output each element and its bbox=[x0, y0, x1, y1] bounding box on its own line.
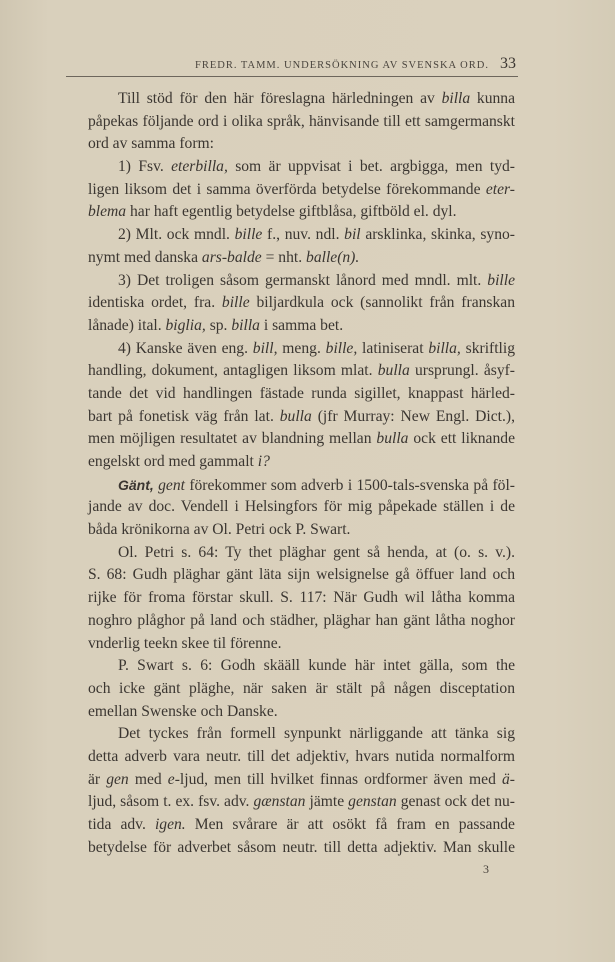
text-run: med bbox=[128, 770, 168, 788]
text-run: detta adverb vara neutr. till det adjektiv, hvars nutida normalform bbox=[88, 747, 515, 765]
text-run: 2) Mlt. ock mndl. bbox=[118, 226, 235, 244]
emphasized-word: gent bbox=[158, 476, 185, 494]
text-line bbox=[88, 247, 515, 270]
emphasized-word: bulla bbox=[279, 407, 312, 425]
text-line bbox=[88, 633, 515, 656]
signature-mark: 3 bbox=[483, 862, 489, 876]
text-run: engelskt ord med gammalt bbox=[88, 453, 258, 470]
text-run: tida adv. bbox=[88, 816, 155, 833]
text-run: båda krönikorna av Ol. Petri ock P. Swart. bbox=[88, 521, 351, 539]
text-run: skriftlig bbox=[460, 339, 516, 357]
running-header bbox=[66, 55, 518, 77]
emphasized-word: bille bbox=[234, 226, 263, 244]
emphasized-word: gænstan bbox=[253, 793, 306, 811]
running-title: FREDR. TAMM. UNDERSÖKNING AV SVENSKA ORD. bbox=[195, 60, 489, 71]
text-run: 4) Kanske även eng. bbox=[118, 339, 253, 357]
text-line bbox=[88, 156, 515, 179]
text-line bbox=[88, 179, 515, 202]
text-line bbox=[88, 270, 515, 293]
emphasized-word: billa, bbox=[428, 339, 461, 357]
text-run: (jfr Murray: New Engl. Dict.), bbox=[311, 407, 515, 425]
emphasized-word: biglia, bbox=[165, 316, 206, 334]
text-run: = nht. bbox=[261, 248, 307, 266]
text-line bbox=[88, 678, 515, 701]
text-line bbox=[88, 428, 515, 451]
text-line bbox=[88, 201, 515, 224]
emphasized-word: igen. bbox=[154, 816, 186, 833]
emphasized-word: blema bbox=[88, 203, 127, 221]
text-line bbox=[88, 769, 515, 792]
text-line bbox=[88, 360, 515, 383]
text-line bbox=[88, 837, 515, 860]
emphasized-word: bille, bbox=[325, 339, 358, 357]
text-run: kunna bbox=[470, 90, 516, 107]
emphasized-word: i? bbox=[257, 453, 270, 470]
text-line bbox=[88, 338, 515, 361]
text-run: handling, dokument, antagligen liksom mlat. bbox=[88, 362, 378, 380]
text-run: ligen liksom det i samma överförda betydelse förekommande bbox=[88, 180, 486, 198]
text-line bbox=[88, 542, 515, 565]
emphasized-word: eterbilla, bbox=[171, 158, 228, 176]
text-line bbox=[88, 292, 515, 315]
text-line bbox=[88, 610, 515, 633]
text-run: 3) Det troligen såsom germanskt lånord med mndl. mlt. bbox=[118, 271, 488, 289]
emphasized-word: bille bbox=[221, 294, 250, 312]
emphasized-word: e bbox=[167, 770, 175, 788]
text-run: f., nuv. ndl. bbox=[262, 226, 345, 244]
body-text bbox=[88, 88, 515, 859]
text-run: genast ock det nu- bbox=[396, 793, 515, 811]
text-run: ljud, såsom t. ex. fsv. adv. bbox=[88, 793, 254, 811]
text-run: bart på fonetisk väg från lat. bbox=[88, 407, 280, 425]
text-line bbox=[88, 496, 515, 519]
emphasized-word: bulla bbox=[377, 362, 410, 380]
text-run: sp. bbox=[205, 316, 232, 334]
emphasized-word: ars-balde bbox=[201, 248, 262, 266]
text-run: betydelse för adverbet såsom neutr. till detta adjektiv. Man skulle bbox=[88, 838, 515, 856]
text-line bbox=[88, 383, 515, 406]
text-run: 1) Fsv. bbox=[118, 158, 172, 176]
text-line bbox=[88, 451, 515, 474]
emphasized-word: eter- bbox=[485, 180, 515, 198]
text-line bbox=[88, 814, 515, 837]
text-run: är bbox=[88, 770, 107, 788]
text-run: påpekas följande ord i olika språk, hänvisande till ett samgermanskt bbox=[88, 112, 515, 130]
text-line bbox=[88, 474, 515, 497]
text-run: ursprungl. åsyf- bbox=[409, 362, 516, 380]
text-run: arsklinka, skinka, syno- bbox=[360, 226, 516, 244]
text-run: tande det vid handlingen fästade runda sigillet, knappast härled- bbox=[88, 384, 515, 402]
text-run: emellan Swenske och Danske. bbox=[88, 702, 278, 720]
text-run: men möjligen resultatet av blandning mellan bbox=[88, 430, 377, 448]
text-run: Ol. Petri s. 64: Ty thet pläghar gent så henda, at (o. s. v.). bbox=[118, 543, 515, 561]
text-line bbox=[88, 655, 515, 678]
emphasized-word: bille bbox=[487, 271, 515, 289]
text-line bbox=[88, 88, 515, 111]
text-run: Till stöd för den här föreslagna härledningen av bbox=[118, 90, 442, 107]
text-line bbox=[88, 723, 515, 746]
text-run: latiniserat bbox=[357, 339, 429, 357]
text-run: meng. bbox=[277, 339, 326, 357]
emphasized-word: balle(n). bbox=[306, 248, 360, 266]
text-run: jande av doc. Vendell i Helsingfors för mig påpekade ställen i de bbox=[88, 498, 515, 516]
emphasized-word: bil bbox=[344, 226, 361, 244]
emphasized-word: Gänt, bbox=[118, 476, 154, 493]
text-line bbox=[88, 406, 515, 429]
text-run: biljardkula ock (sannolikt från franskan bbox=[249, 294, 515, 312]
text-run: S. 68: Gudh pläghar gänt läta sijn welsignelse gå öffuer land och bbox=[88, 566, 515, 584]
text-line bbox=[88, 519, 515, 542]
text-line bbox=[88, 791, 515, 814]
text-line bbox=[88, 224, 515, 247]
text-run: ord av samma form: bbox=[88, 135, 215, 153]
text-run: har haft egentlig betydelse giftblåsa, giftböld el. dyl. bbox=[126, 203, 457, 221]
text-line bbox=[88, 701, 515, 724]
text-line bbox=[88, 564, 515, 587]
emphasized-word: bill, bbox=[252, 339, 278, 357]
emphasized-word: billa bbox=[231, 316, 260, 334]
emphasized-word: gen bbox=[106, 770, 129, 788]
text-run: ock ett liknande bbox=[408, 430, 515, 448]
text-line bbox=[88, 587, 515, 610]
text-run: Det tyckes från formell synpunkt närliggande att tänka sig bbox=[118, 725, 515, 743]
text-line bbox=[88, 133, 515, 156]
text-line bbox=[88, 315, 515, 338]
text-run: Men svårare är att osökt få fram en passande bbox=[185, 816, 515, 833]
text-run: som är uppvisat i bet. argbigga, men tyd- bbox=[227, 158, 515, 176]
text-run: förekommer som adverb i 1500-tals-svenska på föl- bbox=[184, 476, 515, 494]
text-run: lånade) ital. bbox=[88, 316, 166, 334]
text-run: vnderlig teekn skee til förenne. bbox=[88, 634, 282, 652]
text-run: jämte bbox=[305, 793, 349, 811]
text-run: identiska ordet, fra. bbox=[88, 294, 222, 312]
page-number: 33 bbox=[500, 55, 516, 72]
text-line bbox=[88, 111, 515, 134]
emphasized-word: billa bbox=[441, 90, 471, 107]
text-run: P. Swart s. 6: Godh skääll kunde här intet gälla, som the bbox=[118, 657, 515, 675]
text-run: -ljud, men till hvilket finnas ordformer även med bbox=[174, 770, 502, 788]
text-run: nymt med danska bbox=[88, 248, 202, 266]
text-run: rijke för froma förstar skull. S. 117: När Gudh wil låtha komma bbox=[88, 589, 515, 607]
emphasized-word: ä- bbox=[501, 770, 515, 788]
text-run: i samma bet. bbox=[259, 316, 344, 334]
emphasized-word: bulla bbox=[376, 430, 409, 448]
text-run: noghro plåghor på land och städher, pläghar han gänt låtha noghor bbox=[88, 611, 515, 629]
text-line bbox=[88, 746, 515, 769]
text-run: och icke gänt pläghe, när saken är stält på någen disceptation bbox=[88, 679, 515, 697]
emphasized-word: genstan bbox=[348, 793, 397, 811]
